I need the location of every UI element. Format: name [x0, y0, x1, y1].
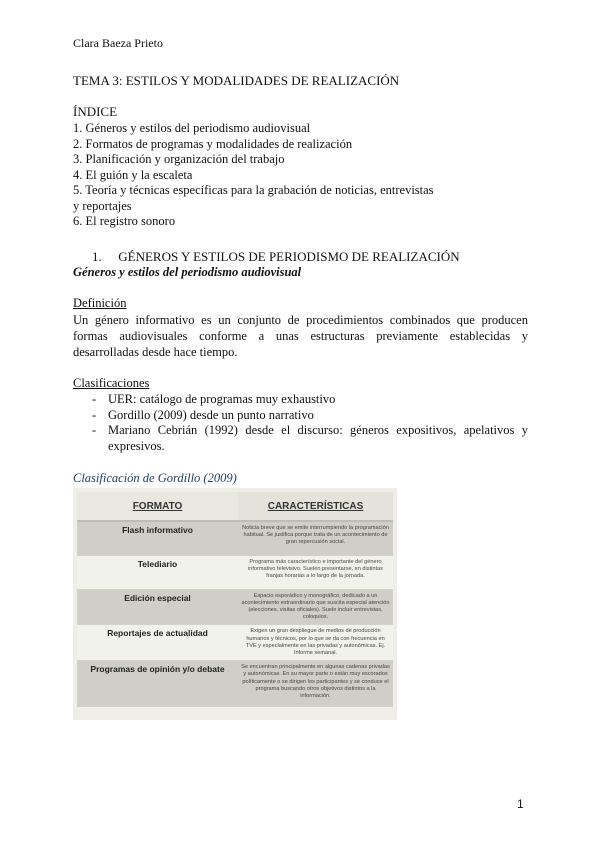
index-item: 6. El registro sonoro	[73, 214, 176, 228]
table-cell-formato: Flash informativo	[77, 521, 238, 555]
table-row	[77, 521, 393, 555]
bullet-dash: -	[92, 392, 97, 406]
table-header-caracteristicas: CARACTERÍSTICAS	[238, 492, 393, 521]
header-author: Clara Baeza Prieto	[73, 36, 163, 50]
table-cell-caracteristicas: Noticia breve que se emite interrumpiendo la programación habitual. Se justifica porque trata de un acontecimiento de gran repercusión social.	[238, 521, 393, 555]
table-cell-caracteristicas: Se encuentran principalmente en algunas cadenas privadas y autonómicas. En su mayor parte o están muy escorados políticamente o se dirigen los participantes y se conduce el programa buscando otros objetivos distintos a la información.	[238, 661, 393, 707]
table-cell-formato: Programas de opinión y/o debate	[77, 661, 238, 707]
index-item: 3. Planificación y organización del trabajo	[73, 152, 285, 166]
page-number: 1	[517, 797, 524, 811]
list-item	[92, 408, 528, 424]
table-row	[77, 555, 393, 589]
bullet-dash: -	[92, 423, 97, 437]
index-list	[73, 121, 434, 230]
table-row	[77, 661, 393, 707]
tema-title: TEMA 3: ESTILOS Y MODALIDADES DE REALIZACIÓN	[73, 73, 400, 88]
table-row	[77, 625, 393, 661]
table-header-formato: FORMATO	[77, 492, 238, 521]
table-cell-caracteristicas: Espacio esporádico y monográfico, dedicado a un acontecimiento extraordinario que suscita especial atención (elecciones, visitas oficiales). Suele incluir entrevistas, coloquios.	[238, 589, 393, 625]
table-cell-formato: Reportajes de actualidad	[77, 625, 238, 661]
format-table	[77, 492, 393, 707]
list-item	[92, 423, 528, 454]
section-title: GÉNEROS Y ESTILOS DE PERIODISMO DE REALIZACIÓN	[118, 249, 460, 264]
list-item	[92, 392, 528, 408]
list-item-text: Gordillo (2009) desde un punto narrativo	[108, 407, 314, 422]
table-cell-caracteristicas: Programa más característico e importante del género informativo televisivo. Suelen presentarse, en distintas franjas horarias a lo largo de la jornada.	[238, 555, 393, 589]
index-item: 2. Formatos de programas y modalidades de realización	[73, 136, 353, 151]
table-cell-formato: Edición especial	[77, 589, 238, 625]
format-table-image	[73, 488, 397, 720]
table-caption: Clasificación de Gordillo (2009)	[73, 471, 237, 485]
definition-title: Definición	[73, 296, 127, 310]
index-item: 4. El guión y la escaleta	[73, 167, 193, 182]
section-heading	[92, 249, 460, 265]
classifications-list	[92, 392, 528, 454]
list-item-text: Mariano Cebrián (1992) desde el discurso: géneros expositivos, apelativos y expresivos.	[108, 423, 528, 453]
table-row	[77, 589, 393, 625]
index-item: 5. Teoría y técnicas específicas para la grabación de noticias, entrevistas	[73, 183, 434, 197]
definition-text: Un género informativo es un conjunto de procedimientos combinados que producen formas audiovisuales conforme a unas estructuras previamente establecidas y desarrolladas desde hace tiempo.	[73, 313, 528, 359]
bullet-dash: -	[92, 407, 97, 422]
index-title: ÍNDICE	[73, 104, 118, 119]
index-item: y reportajes	[73, 198, 132, 213]
section-subtitle: Géneros y estilos del periodismo audiovisual	[73, 265, 302, 279]
index-item: 1. Géneros y estilos del periodismo audiovisual	[73, 121, 311, 135]
section-number: 1.	[92, 249, 102, 264]
table-cell-caracteristicas: Exigen un gran despliegue de medios de producción humanos y técnicos, por lo que se da con frecuencia en TVE y especialmente en las privadas y autonómicas. Ej. Informe semanal.	[238, 625, 393, 661]
table-cell-formato: Telediario	[77, 555, 238, 589]
list-item-text: UER: catálogo de programas muy exhaustivo	[108, 392, 336, 406]
classifications-title: Clasificaciones	[73, 376, 150, 390]
